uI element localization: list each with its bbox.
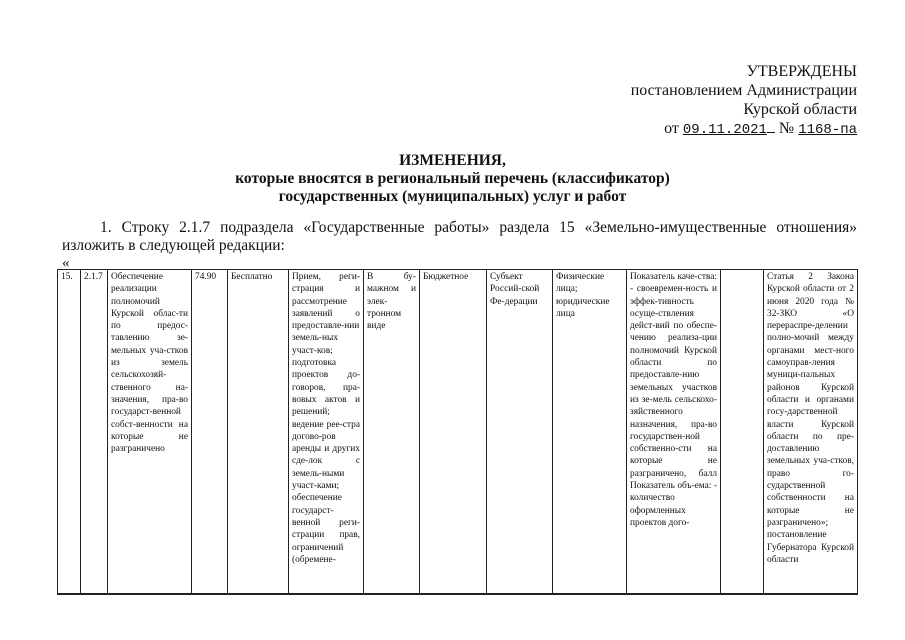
- approval-date: 09.11.2021: [682, 122, 767, 138]
- cell-institution-type: Бюджетное: [420, 270, 487, 595]
- cell-empty: [721, 270, 764, 595]
- approval-issuer: постановлением Администрации: [630, 82, 857, 99]
- cell-legal-basis: Статья 2 Закона Курской области от 2 июня 2020 года № 32-ЗКО «О перераспре-делении полно-мочий между органами мест-ного самоуправ-ления муници-пальных районов Курской области и органами госу-дарственной власти Курской области по пре-доставлению земельных уча-стков, право го-сударственной собственности на которые не разграничено»; постановление Губернатора Курской области: [764, 270, 858, 595]
- table-bottom-edge: [57, 593, 857, 594]
- title-line-3: государственных (муниципальных) услуг и работ: [278, 188, 627, 205]
- title-line-2: которые вносятся в региональный перечень (классификатор): [235, 170, 670, 187]
- cell-founder: Субъект Россий-ской Фе-дерации: [487, 270, 553, 595]
- date-underline: [767, 132, 775, 133]
- document-title: [0, 152, 905, 206]
- cell-work-name: Обеспечение реализации полномочий Курской облас-ти по предос-тавлению зе-мельных уча-стков из земель сельскохозяй-ственного на-значения, пра-во государст-венной собст-венности на которые не разграничено: [108, 270, 192, 595]
- approval-date-number: [631, 119, 857, 140]
- table-row: [58, 270, 858, 595]
- number-prefix: №: [778, 120, 795, 137]
- intro-paragraph: [62, 219, 857, 255]
- approval-number: 1168-па: [798, 122, 857, 138]
- cell-form: В бу-мажном и элек-тронном виде: [364, 270, 420, 595]
- opening-quote: «: [62, 255, 70, 271]
- cell-content: Прием, реги-страция и рассмотрение заявлений о предоставле-нии земель-ных участ-ков; подготовка проектов до-говоров, пра-вовых актов и решений; ведение рее-стра догово-ров аренды и других сде-лок с земель-ными участ-ками; обеспечение государст-венной реги-страции прав, ограничений (обремене-: [289, 270, 364, 595]
- cell-section: 15.: [58, 270, 81, 595]
- approval-region: Курской области: [743, 101, 857, 118]
- cell-indicators: Показатель каче-ства: - своевремен-ность и эффек-тивность осуще-ствления дейст-вий по обеспе-чению реализа-ции полномочий Курской области по предоставле-нию земельных участков из зе-мель сельскохо-зяйственного назначения, пра-во государствен-ной собственно-сти на которые не разграничено, балл Показатель объ-ема: - количество оформленных проектов дого-: [627, 270, 721, 595]
- title-line-1: ИЗМЕНЕНИЯ,: [399, 152, 506, 169]
- date-prefix: от: [664, 120, 679, 137]
- classifier-table: [57, 269, 858, 595]
- intro-line-2: изложить в следующей редакции:: [62, 237, 285, 254]
- cell-payment: Бесплатно: [228, 270, 289, 595]
- cell-okved: 74.90: [192, 270, 228, 595]
- approval-block: [631, 62, 857, 140]
- cell-consumers: Физические лица; юридические лица: [553, 270, 627, 595]
- cell-code: 2.1.7: [81, 270, 108, 595]
- approval-title: УТВЕРЖДЕНЫ: [746, 63, 857, 80]
- intro-line-1: 1. Строку 2.1.7 подраздела «Государственные работы» раздела 15 «Земельно-имущественные отношения»: [100, 219, 857, 236]
